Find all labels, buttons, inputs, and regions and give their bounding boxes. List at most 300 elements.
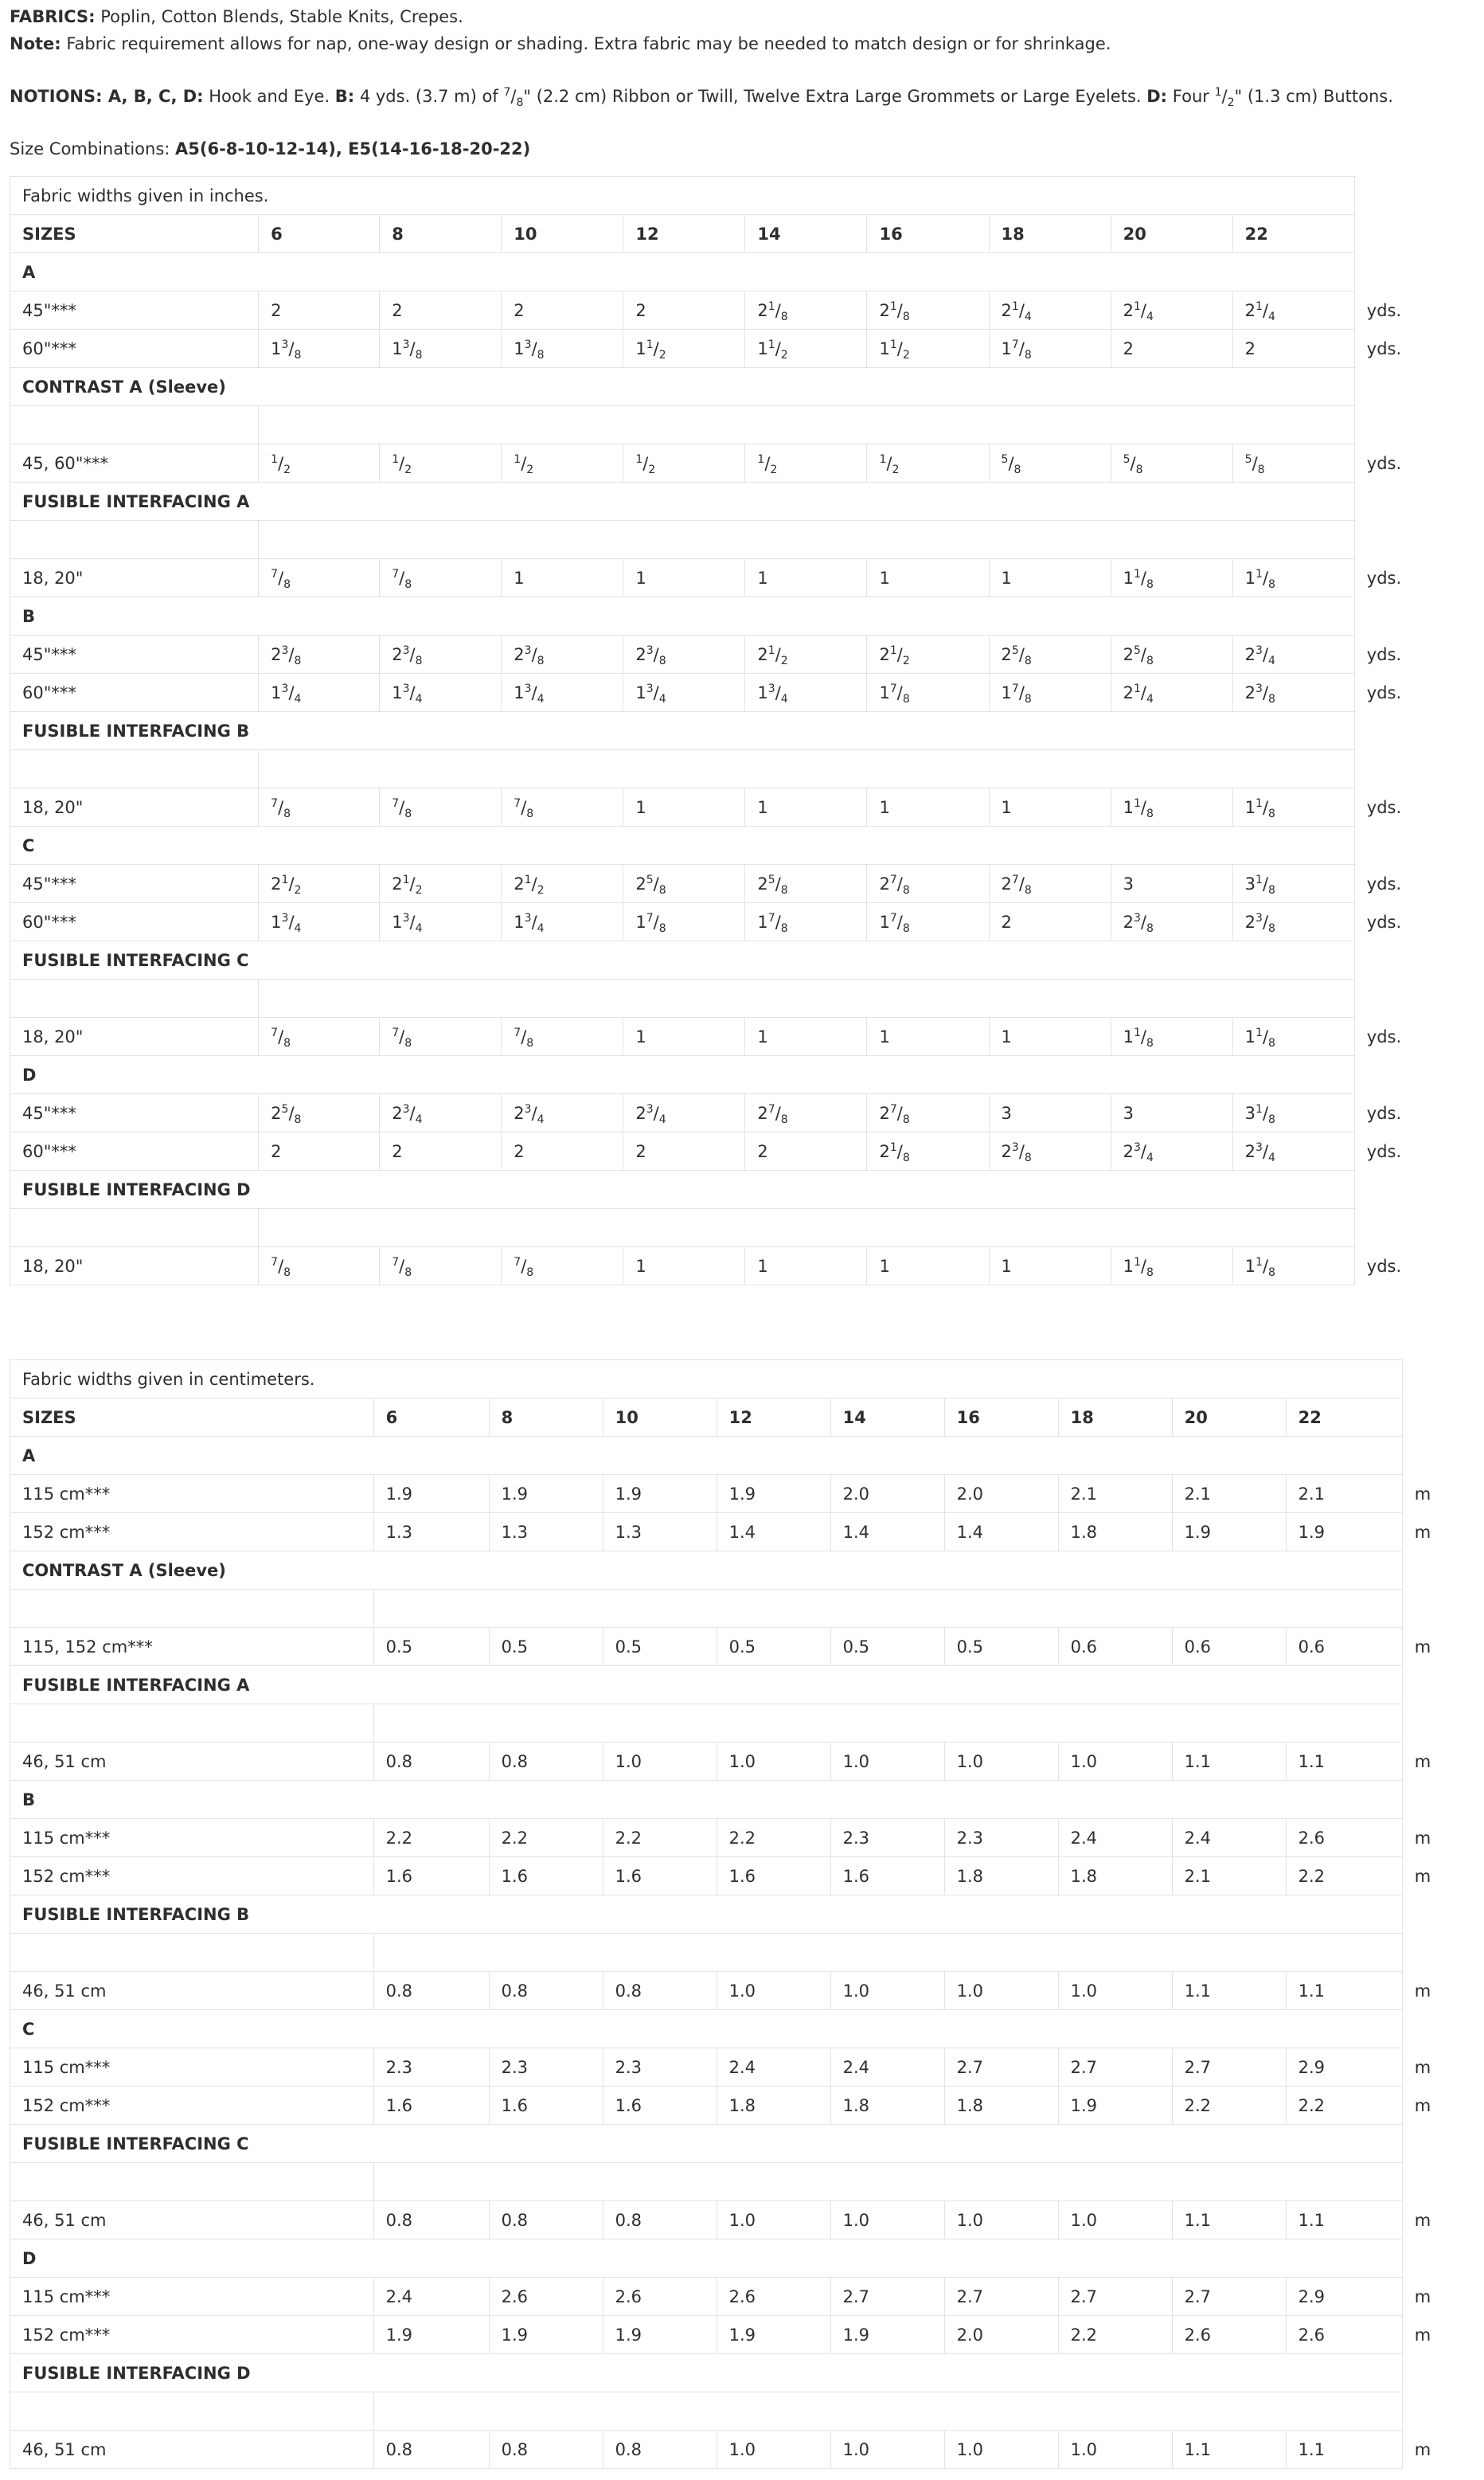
value-denominator: 2: [283, 463, 291, 476]
yardage-value: [373, 1743, 489, 1781]
value-whole: 1: [1001, 1256, 1012, 1276]
value-whole: 1.8: [842, 2095, 870, 2115]
value-numerator: 7: [392, 1026, 400, 1039]
value-whole: 1: [1123, 1027, 1134, 1046]
value-slash: /: [288, 644, 295, 664]
spacer-label-cell: [10, 2163, 374, 2201]
value-denominator: 4: [1146, 692, 1154, 706]
value-denominator: 8: [283, 1265, 291, 1279]
fabric-width-label: 152 cm***: [10, 1513, 374, 1551]
size-combinations-value: A5(6-8-10-12-14), E5(14-16-18-20-22): [175, 139, 531, 158]
sizes-header-row: [10, 1398, 1484, 1437]
section-label: FUSIBLE INTERFACING C: [10, 941, 1355, 980]
value-slash: /: [1262, 1027, 1269, 1046]
yardage-value: [380, 865, 502, 903]
yardage-value: [867, 1094, 989, 1132]
yardage-value: [944, 1972, 1058, 2010]
section-label: B: [10, 1781, 1403, 1819]
yardage-value: [717, 1743, 830, 1781]
yardage-value: [623, 1018, 745, 1056]
value-slash: /: [653, 912, 659, 932]
value-whole: 2: [1244, 1141, 1256, 1161]
value-slash: /: [1008, 453, 1014, 473]
value-whole: 2: [392, 644, 403, 664]
value-whole: 1.0: [956, 2439, 984, 2459]
value-whole: 2.2: [615, 1828, 642, 1848]
yardage-value: [489, 2087, 603, 2125]
yardage-table-centimeters-body: [10, 1360, 1484, 2469]
value-denominator: 2: [770, 463, 778, 476]
value-whole: 1.0: [842, 2210, 870, 2230]
value-slash: /: [1262, 1103, 1269, 1123]
value-slash: /: [653, 683, 659, 702]
table-row: [10, 1628, 1484, 1666]
value-whole: 2.2: [1298, 1866, 1326, 1886]
section-row: [10, 1895, 1484, 1934]
yardage-value: [380, 903, 502, 941]
value-whole: 1.1: [1298, 1751, 1326, 1771]
yardage-value: [623, 1132, 745, 1171]
yardage-value: [1058, 1475, 1172, 1513]
row-end: [1354, 483, 1483, 521]
unit-label: m: [1414, 1522, 1431, 1542]
value-whole: 0.8: [385, 2210, 412, 2230]
unit-label: yds.: [1366, 644, 1402, 664]
value-whole: 2: [879, 874, 890, 894]
value-slash: /: [896, 300, 903, 320]
unit-label: yds.: [1366, 1141, 1402, 1161]
value-denominator: 8: [1146, 1265, 1154, 1279]
size-header: 22: [1232, 215, 1354, 253]
yardage-value: [1232, 444, 1354, 483]
value-whole: 2.0: [956, 2325, 984, 2345]
value-whole: 2: [1001, 300, 1012, 320]
size-header: 16: [944, 1398, 1058, 1437]
yardage-value: [944, 2087, 1058, 2125]
yardage-value: [380, 559, 502, 597]
value-whole: 2: [635, 874, 646, 894]
yardage-value: [867, 1132, 989, 1171]
value-numerator: 7: [767, 1102, 775, 1116]
notions-a-text: Hook and Eye.: [203, 87, 335, 106]
value-numerator: 1: [1133, 796, 1141, 810]
notions-d-numerator: 1: [1214, 86, 1222, 99]
value-denominator: 8: [1268, 1113, 1275, 1126]
yardage-value: [1058, 1513, 1172, 1551]
section-label: D: [10, 2239, 1403, 2278]
value-whole: 1.6: [728, 1866, 756, 1886]
note-label: Note:: [10, 34, 61, 53]
yardage-value: [489, 1475, 603, 1513]
yardage-value: [1058, 1819, 1172, 1857]
value-slash: /: [896, 874, 903, 894]
value-denominator: 8: [1268, 921, 1275, 935]
value-whole: 2: [635, 300, 646, 320]
unit-label: yds.: [1366, 1027, 1402, 1046]
fabric-width-label: 45"***: [10, 636, 259, 674]
value-numerator: 3: [524, 643, 532, 657]
value-slash: /: [278, 797, 284, 817]
value-numerator: 7: [392, 567, 400, 581]
yardage-value: [830, 1972, 944, 2010]
value-whole: 1.8: [956, 2095, 984, 2115]
value-numerator: 5: [1011, 643, 1019, 657]
value-slash: /: [896, 912, 903, 932]
value-whole: 3: [1244, 1103, 1256, 1123]
value-whole: 1.4: [842, 1522, 870, 1542]
yardage-value: [259, 1247, 380, 1285]
value-whole: 1.0: [1070, 2439, 1098, 2459]
value-whole: 0.8: [615, 1981, 642, 2001]
yardage-value: [867, 291, 989, 330]
value-whole: 2: [879, 1103, 890, 1123]
yardage-value: [1111, 444, 1232, 483]
fabric-width-label: 60"***: [10, 330, 259, 368]
value-whole: 1.9: [385, 1484, 412, 1504]
table-row: [10, 1857, 1484, 1895]
value-denominator: 8: [658, 883, 666, 897]
value-whole: 1: [635, 1256, 646, 1276]
value-whole: 0.6: [1070, 1637, 1098, 1657]
value-whole: 2: [1123, 1141, 1134, 1161]
value-whole: 2: [879, 644, 890, 664]
table-row: [10, 444, 1484, 483]
table-row: [10, 674, 1484, 712]
fabric-width-label: 45, 60"***: [10, 444, 259, 483]
yardage-value: [373, 1513, 489, 1551]
section-label: FUSIBLE INTERFACING C: [10, 2125, 1403, 2163]
yardage-value: [259, 788, 380, 827]
value-numerator: 1: [635, 452, 643, 466]
value-whole: 1: [879, 1256, 890, 1276]
unit-label: yds.: [1366, 1256, 1402, 1276]
yardage-value: [944, 1857, 1058, 1895]
value-denominator: 8: [1146, 577, 1154, 591]
yardage-value: [1286, 2048, 1402, 2087]
yardage-value: [1286, 2201, 1402, 2239]
yardage-value: [1058, 2278, 1172, 2316]
value-numerator: 1: [889, 299, 897, 313]
yardage-value: [489, 1743, 603, 1781]
value-slash: /: [399, 568, 405, 588]
value-numerator: 1: [767, 299, 775, 313]
value-whole: 2: [514, 874, 525, 894]
size-header: 12: [623, 215, 745, 253]
unit-label: m: [1414, 2439, 1431, 2459]
yardage-value: [1232, 1132, 1354, 1171]
section-row: [10, 1171, 1484, 1209]
value-whole: 2: [271, 874, 282, 894]
value-whole: 2.7: [1070, 2057, 1098, 2077]
value-whole: 1.9: [1184, 1522, 1212, 1542]
yardage-value: [867, 1018, 989, 1056]
section-row: [10, 1437, 1484, 1475]
yardage-value: [603, 1475, 717, 1513]
yardage-value: [1172, 1972, 1286, 2010]
yardage-value: [1232, 636, 1354, 674]
value-numerator: 3: [524, 911, 532, 925]
value-numerator: 7: [1011, 873, 1019, 886]
value-slash: /: [531, 912, 537, 932]
value-whole: 1.0: [615, 1751, 642, 1771]
value-slash: /: [1262, 912, 1269, 932]
value-slash: /: [288, 683, 295, 702]
value-whole: 2.6: [1298, 2325, 1326, 2345]
notions-label: NOTIONS: A, B, C, D:: [10, 87, 204, 106]
value-whole: 2.3: [385, 2057, 412, 2077]
yardage-value: [1286, 2316, 1402, 2354]
size-header: 22: [1286, 1398, 1402, 1437]
yardage-value: [944, 2431, 1058, 2469]
sizes-label: SIZES: [10, 1398, 374, 1437]
value-whole: 2: [635, 1103, 646, 1123]
yardage-value: [373, 2201, 489, 2239]
value-numerator: 5: [281, 1102, 289, 1116]
spacer-cell: [373, 2163, 1402, 2201]
yardage-value: [1111, 788, 1232, 827]
value-whole: 0.8: [385, 2439, 412, 2459]
table-row: [10, 865, 1484, 903]
yardage-value: [603, 2431, 717, 2469]
fabric-width-label: 18, 20": [10, 559, 259, 597]
fabric-width-label: 60"***: [10, 1132, 259, 1171]
value-whole: 2: [757, 1141, 768, 1161]
value-numerator: 1: [1256, 567, 1263, 581]
value-whole: 2: [879, 300, 890, 320]
yardage-value: [717, 2278, 830, 2316]
yardage-value: [380, 674, 502, 712]
value-numerator: 5: [1133, 643, 1141, 657]
yardage-value: [989, 674, 1111, 712]
value-whole: 2: [271, 644, 282, 664]
value-slash: /: [1018, 1141, 1025, 1161]
table-row: [10, 2201, 1484, 2239]
unit-label: yds.: [1366, 338, 1402, 358]
value-denominator: 8: [1024, 692, 1032, 706]
yardage-value: [830, 1819, 944, 1857]
size-header: 12: [717, 1398, 830, 1437]
value-denominator: 8: [1268, 577, 1275, 591]
table-caption: Fabric widths given in centimeters.: [10, 1360, 1403, 1398]
value-slash: /: [1140, 1256, 1146, 1276]
yardage-value: [623, 865, 745, 903]
value-slash: /: [1018, 300, 1025, 320]
value-numerator: 1: [514, 452, 521, 466]
value-whole: 1: [635, 683, 646, 702]
section-row: [10, 1666, 1484, 1704]
row-end: [1402, 1666, 1483, 1704]
value-denominator: 8: [1024, 883, 1032, 897]
value-numerator: 3: [1011, 1140, 1019, 1154]
table-row: [10, 636, 1484, 674]
yardage-value: [502, 1094, 623, 1132]
unit-label: m: [1414, 2095, 1431, 2115]
notions-b-post: " (2.2 cm) Ribbon or Twill, Twelve Extra Large Grommets or Large Eyelets.: [523, 87, 1147, 106]
value-whole: 2.1: [1070, 1484, 1098, 1504]
yardage-value: [603, 1628, 717, 1666]
value-denominator: 8: [1268, 692, 1275, 706]
table-row: [10, 1475, 1484, 1513]
value-numerator: 3: [402, 643, 410, 657]
notions-b-denominator: 8: [516, 96, 524, 109]
value-whole: 1.4: [956, 1522, 984, 1542]
unit-label: m: [1414, 1981, 1431, 2001]
value-whole: 1: [1001, 568, 1012, 588]
value-whole: 2: [271, 1141, 282, 1161]
value-denominator: 8: [902, 883, 910, 897]
yardage-value: [830, 1475, 944, 1513]
value-numerator: 1: [767, 338, 775, 351]
value-whole: 2: [1123, 300, 1134, 320]
spacer-label-cell: [10, 1704, 374, 1743]
value-whole: 2.7: [1070, 2286, 1098, 2306]
fabric-width-label: 46, 51 cm: [10, 2201, 374, 2239]
value-whole: 1.3: [385, 1522, 412, 1542]
value-whole: 1: [271, 683, 282, 702]
section-label: FUSIBLE INTERFACING B: [10, 712, 1355, 750]
value-slash: /: [775, 683, 781, 702]
value-whole: 1: [1001, 797, 1012, 817]
value-slash: /: [775, 874, 781, 894]
yardage-value: [830, 2316, 944, 2354]
value-slash: /: [409, 912, 416, 932]
yardage-value: [989, 865, 1111, 903]
value-numerator: 3: [767, 682, 775, 695]
value-whole: 2: [1123, 644, 1134, 664]
value-slash: /: [409, 644, 416, 664]
value-whole: 2: [757, 300, 768, 320]
table-row: [10, 1018, 1484, 1056]
row-end: [1354, 1209, 1483, 1247]
value-whole: 2: [392, 1141, 403, 1161]
value-whole: 1: [757, 338, 768, 358]
section-row: [10, 712, 1484, 750]
value-whole: 0.8: [615, 2210, 642, 2230]
fabric-width-label: 18, 20": [10, 1018, 259, 1056]
value-whole: 0.8: [501, 2210, 529, 2230]
section-label: C: [10, 827, 1355, 865]
value-slash: /: [1262, 300, 1269, 320]
value-denominator: 8: [283, 577, 291, 591]
value-denominator: 8: [1146, 1036, 1154, 1050]
yardage-value: [603, 1819, 717, 1857]
yardage-value: [1232, 865, 1354, 903]
value-denominator: 4: [294, 692, 302, 706]
value-slash: /: [521, 1027, 527, 1046]
section-row: [10, 827, 1484, 865]
value-numerator: 3: [1256, 682, 1263, 695]
table-row: [10, 788, 1484, 827]
value-whole: 1.0: [728, 2439, 756, 2459]
yardage-value: [373, 2316, 489, 2354]
yardage-value: [717, 1857, 830, 1895]
yardage-value: [259, 636, 380, 674]
value-denominator: 4: [1268, 654, 1275, 667]
yardage-value: [1058, 2087, 1172, 2125]
spacer-cell: [259, 406, 1355, 444]
value-numerator: 1: [1133, 682, 1141, 695]
row-end: [1354, 368, 1483, 406]
yardage-value: [1111, 559, 1232, 597]
section-label: D: [10, 1056, 1355, 1094]
spacer-cell: [259, 1209, 1355, 1247]
value-denominator: 8: [1268, 807, 1275, 820]
value-whole: 0.6: [1184, 1637, 1212, 1657]
value-whole: 1: [879, 683, 890, 702]
value-whole: 1: [635, 568, 646, 588]
value-whole: 1.0: [842, 1751, 870, 1771]
value-whole: 0.5: [842, 1637, 870, 1657]
value-numerator: 7: [646, 911, 654, 925]
value-whole: 2.2: [1184, 2095, 1212, 2115]
yardage-value: [867, 444, 989, 483]
value-whole: 1.6: [615, 1866, 642, 1886]
value-whole: 2.6: [501, 2286, 529, 2306]
spacer-row: [10, 2163, 1484, 2201]
yardage-value: [1232, 291, 1354, 330]
value-whole: 2: [1123, 683, 1134, 702]
yardage-value: [944, 1513, 1058, 1551]
value-numerator: 7: [514, 1255, 521, 1269]
value-numerator: 7: [889, 911, 897, 925]
yardage-value: [502, 1018, 623, 1056]
row-end: [1354, 253, 1483, 291]
value-whole: 1.8: [1070, 1866, 1098, 1886]
value-denominator: 4: [415, 921, 423, 935]
value-numerator: 1: [1133, 1026, 1141, 1039]
yardage-value: [1172, 2087, 1286, 2125]
value-slash: /: [1262, 1256, 1269, 1276]
yardage-value: [944, 2201, 1058, 2239]
row-end: [1354, 215, 1483, 253]
row-end: [1402, 1551, 1483, 1590]
value-whole: 2: [392, 874, 403, 894]
value-whole: 1: [757, 797, 768, 817]
value-numerator: 7: [392, 796, 400, 810]
section-label: CONTRAST A (Sleeve): [10, 1551, 1403, 1590]
value-whole: 2: [1244, 644, 1256, 664]
value-slash: /: [642, 453, 649, 473]
row-end: [1402, 2010, 1483, 2048]
value-denominator: 8: [1024, 1151, 1032, 1164]
yardage-value: [745, 1094, 867, 1132]
yardage-value: [830, 2278, 944, 2316]
value-whole: 2.4: [1184, 1828, 1212, 1848]
yardage-value: [1111, 291, 1232, 330]
spacer-cell: [373, 1934, 1402, 1972]
yardage-value: [1286, 1475, 1402, 1513]
fabrics-label: FABRICS:: [10, 7, 96, 26]
value-denominator: 4: [537, 692, 545, 706]
yardage-value: [745, 1018, 867, 1056]
spacer-row: [10, 1590, 1484, 1628]
value-whole: 2.3: [501, 2057, 529, 2077]
section-label: CONTRAST A (Sleeve): [10, 368, 1355, 406]
value-slash: /: [1140, 1141, 1146, 1161]
table-row: [10, 1972, 1484, 2010]
value-slash: /: [1262, 644, 1269, 664]
fabric-width-label: 115 cm***: [10, 2278, 374, 2316]
yardage-value: [259, 903, 380, 941]
table-row: [10, 1094, 1484, 1132]
value-whole: 1.9: [501, 2325, 529, 2345]
value-whole: 2: [757, 644, 768, 664]
section-row: [10, 253, 1484, 291]
yardage-value: [623, 788, 745, 827]
value-denominator: 4: [1268, 310, 1275, 323]
unit-label: yds.: [1366, 874, 1402, 894]
table-row: [10, 1247, 1484, 1285]
